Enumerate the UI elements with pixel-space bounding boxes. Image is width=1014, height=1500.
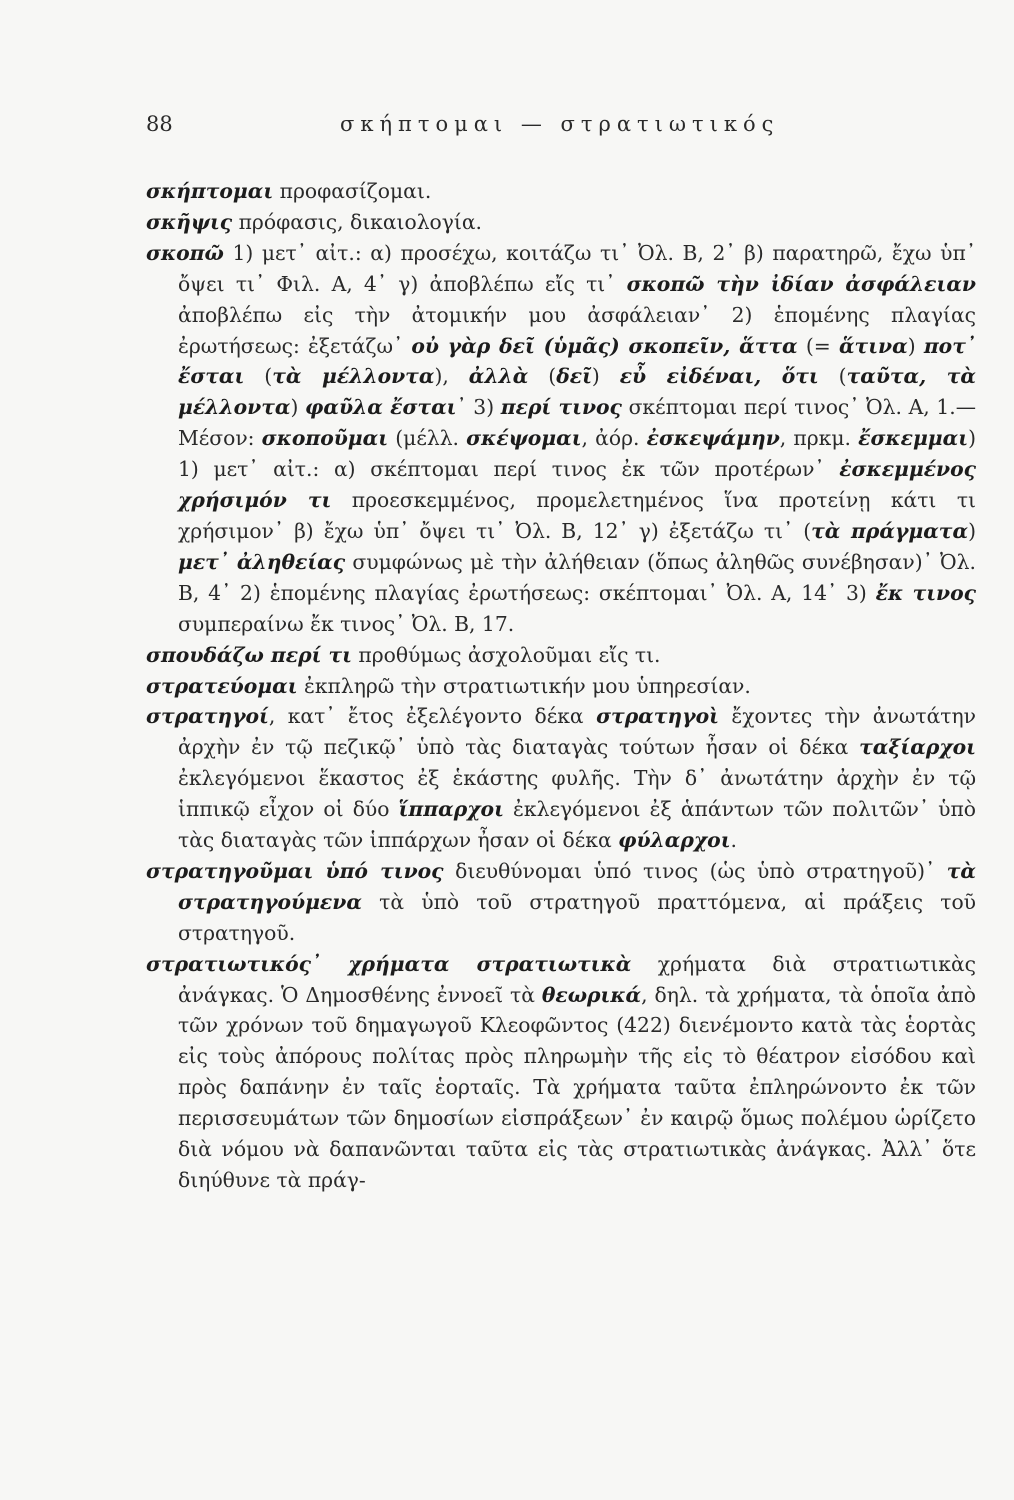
greek-phrase: δεῖ bbox=[556, 364, 592, 389]
headword: στρατεύομαι bbox=[146, 673, 298, 698]
dictionary-entry bbox=[146, 207, 976, 238]
headword: σπουδάζω περί τι bbox=[146, 642, 352, 667]
greek-phrase: στρατηγοὶ bbox=[596, 704, 719, 729]
greek-phrase: τὰ στρατηγούμενα bbox=[178, 858, 976, 914]
page-header bbox=[0, 112, 1014, 152]
definition-text: ἐκλεγόμενοι ἐξ ἁπάντων τῶν πολιτῶν᾽ ὑπὸ τὰς διαταγὰς τῶν ἱππάρχων ἦσαν οἱ δέκα bbox=[178, 797, 976, 853]
headword: στρατηγοῦμαι ὑπό τινος bbox=[146, 858, 444, 883]
definition-text: ) 1) μετ᾽ αἰτ.: α) σκέπτομαι περί τινος ἐκ τῶν προτέρων᾽ bbox=[178, 426, 976, 482]
definition-text: ( bbox=[244, 364, 273, 389]
definition-text: ἐκλεγόμενοι ἕκαστος ἐξ ἑκάστης φυλῆς. Τὴν δ᾽ ἀνωτάτην ἀρχὴν ἐν τῷ ἱππικῷ εἶχον οἱ δύο bbox=[178, 766, 976, 822]
definition-text: (μέλλ. bbox=[388, 426, 467, 451]
definition-text: ᾽ 3) bbox=[456, 395, 501, 420]
greek-phrase: ἅτινα bbox=[838, 333, 908, 358]
definition-text: , κατ᾽ ἔτος ἐξελέγοντο δέκα bbox=[268, 704, 597, 729]
greek-phrase: ταῦτα, τὰ μέλλοντα bbox=[178, 364, 976, 420]
definition-text: ) bbox=[968, 518, 976, 543]
greek-phrase: ταξίαρχοι bbox=[859, 735, 976, 760]
greek-phrase: θεωρικά bbox=[541, 982, 642, 1007]
definition-text: . bbox=[730, 828, 737, 853]
definition-text: ( bbox=[528, 364, 557, 389]
greek-phrase: ἔκ τινος bbox=[875, 580, 977, 605]
greek-phrase: σκοποῦμαι bbox=[261, 426, 389, 451]
definition-text: ) bbox=[907, 333, 924, 358]
greek-phrase: περί τινος bbox=[500, 395, 622, 420]
greek-phrase: εὖ εἰδέναι, ὅτι bbox=[619, 364, 819, 389]
greek-phrase: σκέψομαι bbox=[466, 426, 582, 451]
headword: στρατηγοί bbox=[146, 704, 269, 729]
definition-text: χρήματα διὰ στρατιωτικὰς ἀνάγκας. Ὁ Δημοσθένης ἐννοεῖ τὰ bbox=[178, 951, 977, 1007]
definition-text: 1) μετ᾽ αἰτ.: α) προσέχω, κοιτάζω τι᾽ Ὀλ. Β, 2᾽ β) παρατηρῶ, ἔχω ὑπ᾽ ὄψει τι᾽ Φιλ. Α, 4᾽ γ) ἀποβλέπω εἴς τι᾽ bbox=[178, 240, 976, 296]
greek-phrase: φαῦλα ἔσται bbox=[305, 395, 457, 420]
greek-phrase: ἐσκεμμένος χρήσιμόν τι bbox=[178, 457, 976, 513]
dictionary-entry bbox=[146, 701, 976, 856]
dictionary-entry bbox=[146, 238, 976, 640]
headword: στρατιωτικός᾽ χρήματα στρατιωτικὰ bbox=[146, 951, 632, 976]
definition-text: συμφώνως μὲ τὴν ἀλήθειαν (ὅπως ἀληθῶς συνέβησαν)᾽ Ὀλ. Β, 4᾽ 2) ἑπομένης πλαγίας ἐρωτήσεως: σκέπτομαι᾽ Ὀλ. Α, 14᾽ 3) bbox=[178, 549, 976, 605]
headword: σκήπτομαι bbox=[146, 179, 274, 203]
definition-text: προφασίζομαι. bbox=[273, 179, 432, 203]
definition-text: πρόφασις, δικαιολογία. bbox=[232, 209, 482, 234]
definition-text: ἐκπληρῶ τὴν στρατιωτικήν μου ὑπηρεσίαν. bbox=[297, 673, 751, 698]
greek-phrase: τὰ μέλλοντα bbox=[272, 364, 435, 389]
definition-text: τὰ ὑπὸ τοῦ στρατηγοῦ πραττόμενα, αἱ πράξεις τοῦ στρατηγοῦ. bbox=[178, 889, 976, 945]
dictionary-entry bbox=[146, 949, 976, 1196]
greek-phrase: σκοπῶ τὴν ἰδίαν ἀσφάλειαν bbox=[626, 271, 976, 296]
dictionary-entry bbox=[146, 176, 976, 207]
definition-text: ( bbox=[818, 364, 847, 389]
greek-phrase: ἵππαρχοι bbox=[398, 797, 504, 822]
greek-phrase: ἐσκεψάμην bbox=[646, 426, 780, 451]
greek-phrase: τὰ πράγματα bbox=[811, 518, 969, 543]
definition-text: σκέπτομαι περί τινος᾽ Ὀλ. Α, 1.—Μέσον: bbox=[178, 395, 976, 451]
dictionary-entry bbox=[146, 671, 976, 702]
greek-phrase: φύλαρχοι bbox=[618, 828, 731, 853]
headword: σκοπῶ bbox=[146, 240, 224, 265]
page-number: 88 bbox=[146, 112, 173, 136]
definition-text: ) bbox=[591, 364, 620, 389]
definition-text: , δηλ. τὰ χρήματα, τὰ ὁποῖα ἀπὸ τῶν χρόνων τοῦ δημαγωγοῦ Κλεοφῶντος (422) διενέμοντο κατὰ τὰς ἑορτὰς εἰς τοὺς ἀπόρους πολίτας πρὸς πληρωμὴν τῆς εἰς τὸ θέατρον εἰσόδου καὶ πρὸς δαπάνην ἐν ταῖς ἑορταῖς. Τὰ χρήματα ταῦτα ἐπληρώνοντο ἐκ τῶν περισσευμάτων τῶν δημοσίων εἰσπράξεων᾽ ἐν καιρῷ ὅμως πολέμου ὡρίζετο διὰ νόμου νὰ δαπανῶνται ταῦτα εἰς τὰς στρατιωτικὰς ἀνάγκας. Ἀλλ᾽ ὅτε διηύθυνε τὰ πράγ- bbox=[178, 982, 977, 1192]
headword: σκῆψις bbox=[146, 209, 233, 234]
dictionary-entry bbox=[146, 640, 976, 671]
definition-text: (= bbox=[797, 333, 839, 358]
definition-text: ) bbox=[290, 395, 306, 420]
definition-text: προθύμως ἀσχολοῦμαι εἴς τι. bbox=[351, 642, 661, 667]
definition-text: συμπεραίνω ἔκ τινος᾽ Ὀλ. Β, 17. bbox=[178, 611, 515, 636]
running-head: σκήπτομαι — στρατιωτικός bbox=[340, 112, 780, 136]
definition-text: ἔχοντες τὴν ἀνωτάτην ἀρχὴν ἐν τῷ πεζικῷ᾽ ὑπὸ τὰς διαταγὰς τούτων ἦσαν οἱ δέκα bbox=[178, 704, 976, 760]
definition-text: , ἀόρ. bbox=[581, 426, 647, 451]
definition-text: προεσκεμμένος, προμελετημένος ἵνα προτείνῃ κάτι τι χρήσιμον᾽ β) ἔχω ὑπ᾽ ὄψει τι᾽ Ὀλ. Β, 12᾽ γ) ἐξετάζω τι᾽ ( bbox=[178, 488, 976, 543]
greek-phrase: ποτ᾽ ἔσται bbox=[178, 333, 976, 389]
definition-text: ), bbox=[434, 364, 469, 389]
definition-text: διευθύνομαι ὑπό τινος (ὡς ὑπὸ στρατηγοῦ)᾽ bbox=[443, 858, 947, 883]
definition-text: , πρκμ. bbox=[779, 426, 859, 451]
greek-phrase: οὐ γὰρ δεῖ (ὑμᾶς) σκοπεῖν, ἅττα bbox=[411, 333, 798, 358]
dictionary-entries bbox=[146, 176, 976, 1196]
dictionary-entry bbox=[146, 856, 976, 949]
greek-phrase: ἔσκεμμαι bbox=[858, 426, 969, 451]
greek-phrase: μετ᾽ ἀληθείας bbox=[178, 549, 346, 574]
definition-text: ἀποβλέπω εἰς τὴν ἀτομικήν μου ἀσφάλειαν᾽ 2) ἑπομένης πλαγίας ἐρωτήσεως: ἐξετάζω᾽ bbox=[178, 302, 976, 358]
greek-phrase: ἀλλὰ bbox=[468, 364, 529, 389]
